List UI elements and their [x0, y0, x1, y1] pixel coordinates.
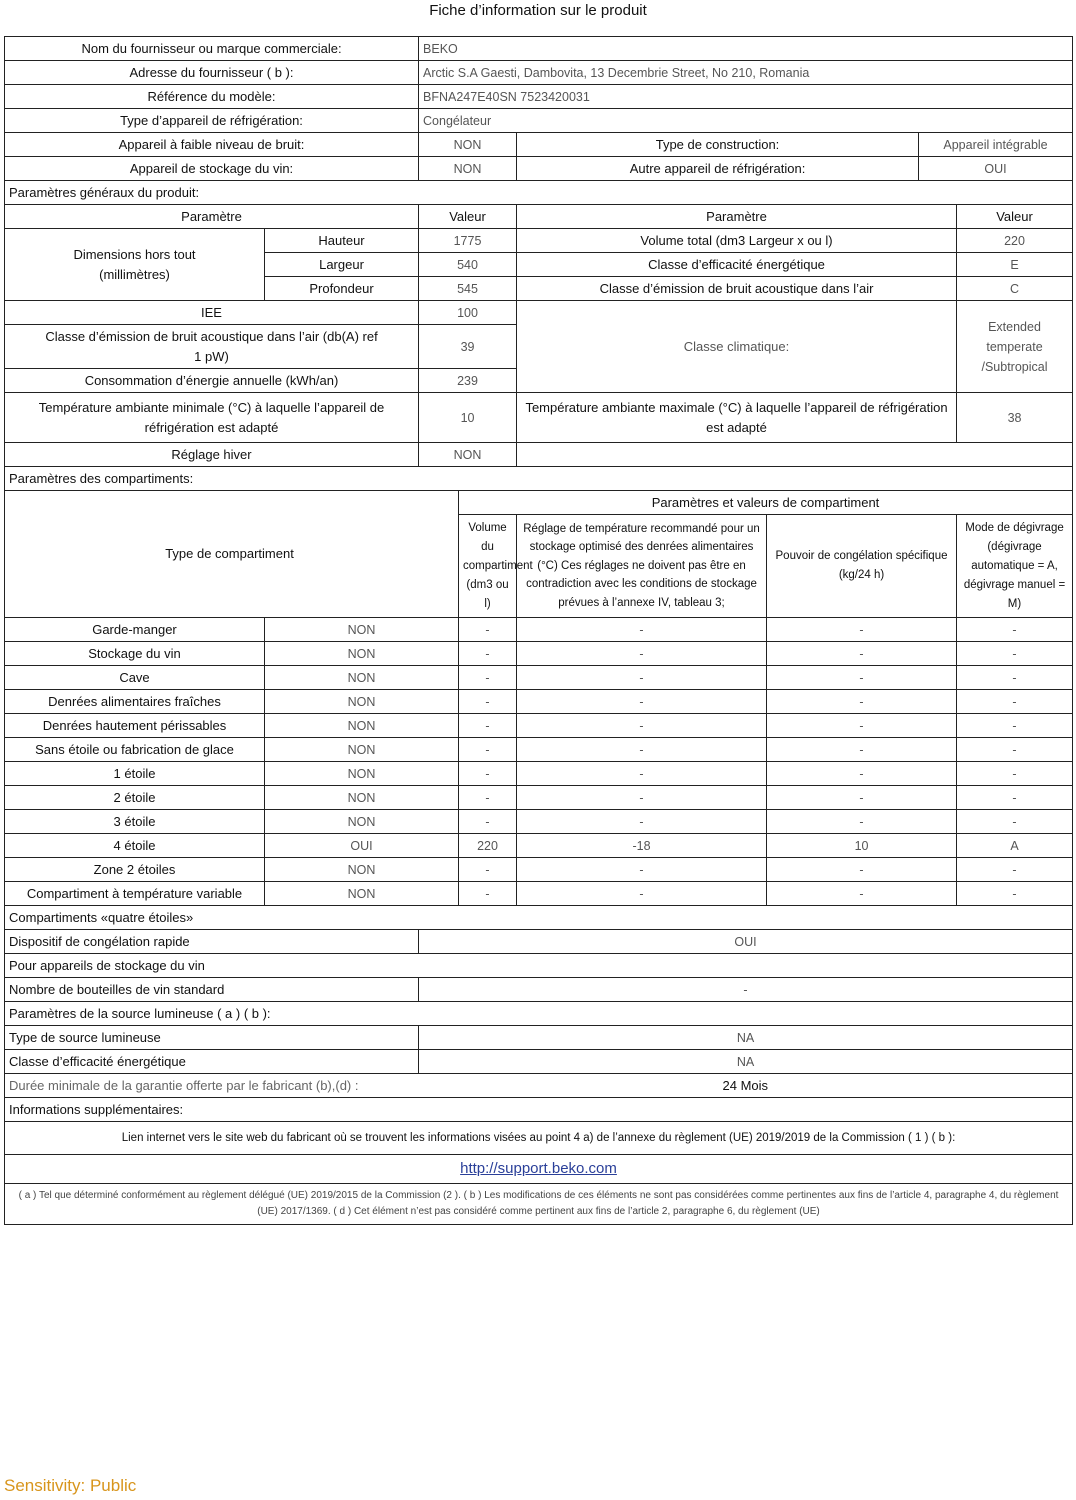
wine-section-row [5, 954, 1073, 978]
compartment-defrost: - [957, 714, 1073, 738]
consumption-label: Consommation d’énergie annuelle (kWh/an) [5, 369, 419, 393]
general-section-row [5, 181, 1073, 205]
climate-class-label: Classe climatique: [517, 301, 957, 393]
tmin-label: Température ambiante minimale (°C) à laquelle l’appareil de réfrigération est adapté [5, 393, 419, 443]
compartment-defrost: - [957, 858, 1073, 882]
compartment-row [5, 762, 1073, 786]
product-info-table [4, 36, 1073, 1225]
compartment-present: NON [265, 882, 459, 906]
compartment-temp: - [517, 786, 767, 810]
light-class-label: Classe d’efficacité énergétique [5, 1050, 419, 1074]
compartment-row [5, 714, 1073, 738]
compartment-name: 2 étoile [5, 786, 265, 810]
height-value: 1775 [419, 229, 517, 253]
height-row [5, 229, 1073, 253]
compartment-temp: - [517, 714, 767, 738]
wine-section-label: Pour appareils de stockage du vin [5, 954, 1073, 978]
bottles-value: - [419, 978, 1073, 1002]
bottles-label: Nombre de bouteilles de vin standard [5, 978, 419, 1002]
compartment-volume: - [459, 858, 517, 882]
temp-col-header: Réglage de température recommandé pour un stockage optimisé des denrées alimentaires (°C) Ces réglages ne doivent pas être en contradiction avec les conditions de stockage prévues à l’annexe IV, tableau 3; [517, 515, 767, 618]
appliance-type-label: Type d’appareil de réfrigération: [5, 109, 419, 133]
general-header-row [5, 205, 1073, 229]
light-type-label: Type de source lumineuse [5, 1026, 419, 1050]
compartment-name: Cave [5, 666, 265, 690]
light-type-row [5, 1026, 1073, 1050]
compartment-freeze: - [767, 618, 957, 642]
compartment-defrost: - [957, 690, 1073, 714]
compartment-name: Denrées alimentaires fraîches [5, 690, 265, 714]
model-label: Référence du modèle: [5, 85, 419, 109]
supplier-name-label: Nom du fournisseur ou marque commerciale: [5, 37, 419, 61]
compartment-freeze: - [767, 810, 957, 834]
param-header-2: Paramètre [517, 205, 957, 229]
compartment-name: Sans étoile ou fabrication de glace [5, 738, 265, 762]
supplier-address-value: Arctic S.A Gaesti, Dambovita, 13 Decembrie Street, No 210, Romania [419, 61, 1073, 85]
compartment-row [5, 690, 1073, 714]
low-noise-value: NON [419, 133, 517, 157]
volume-col-header: Volume du compartiment (dm3 ou l) [459, 515, 517, 618]
compartment-volume: 220 [459, 834, 517, 858]
energy-class-label: Classe d’efficacité énergétique [517, 253, 957, 277]
noise-db-label: Classe d’émission de bruit acoustique dans l’air (db(A) ref 1 pW) [5, 325, 419, 369]
compartment-freeze: - [767, 786, 957, 810]
supplier-address-label: Adresse du fournisseur ( b ): [5, 61, 419, 85]
compartment-row [5, 642, 1073, 666]
link-text-row [5, 1122, 1073, 1155]
fast-freeze-row [5, 930, 1073, 954]
model-value: BFNA247E40SN 7523420031 [419, 85, 1073, 109]
compartment-name: 3 étoile [5, 810, 265, 834]
compartment-temp: - [517, 642, 767, 666]
compartment-present: NON [265, 738, 459, 762]
tmin-value: 10 [419, 393, 517, 443]
compartment-temp: -18 [517, 834, 767, 858]
construction-value: Appareil intégrable [919, 133, 1073, 157]
compartment-temp: - [517, 810, 767, 834]
supplier-address-row [5, 61, 1073, 85]
fast-freeze-label: Dispositif de congélation rapide [5, 930, 419, 954]
tmax-label: Température ambiante maximale (°C) à laquelle l’appareil de réfrigération est adapté [517, 393, 957, 443]
compartment-present: NON [265, 714, 459, 738]
compartment-defrost: - [957, 786, 1073, 810]
compartment-present: NON [265, 810, 459, 834]
compartment-present: NON [265, 786, 459, 810]
iee-value: 100 [419, 301, 517, 325]
depth-value: 545 [419, 277, 517, 301]
appliance-type-value: Congélateur [419, 109, 1073, 133]
energy-class-value: E [957, 253, 1073, 277]
low-noise-label: Appareil à faible niveau de bruit: [5, 133, 419, 157]
compartment-present: NON [265, 858, 459, 882]
light-section-label: Paramètres de la source lumineuse ( a ) ( b ): [5, 1002, 1073, 1026]
compartment-volume: - [459, 642, 517, 666]
compartment-temp: - [517, 882, 767, 906]
general-section-label: Paramètres généraux du produit: [5, 181, 1073, 205]
compartment-name: Denrées hautement périssables [5, 714, 265, 738]
manufacturer-url-link[interactable]: http://support.beko.com [5, 1155, 1073, 1184]
compartments-section-row [5, 467, 1073, 491]
wine-appliance-row [5, 157, 1073, 181]
four-star-section-row [5, 906, 1073, 930]
compartment-temp: - [517, 618, 767, 642]
compartment-volume: - [459, 714, 517, 738]
compartment-freeze: - [767, 666, 957, 690]
compartment-name: Garde-manger [5, 618, 265, 642]
climate-class-value: Extended temperate /Subtropical [957, 301, 1073, 393]
compartment-volume: - [459, 690, 517, 714]
compartment-row [5, 882, 1073, 906]
extra-section-label: Informations supplémentaires: [5, 1098, 1073, 1122]
compartments-section-label: Paramètres des compartiments: [5, 467, 1073, 491]
value-header-2: Valeur [957, 205, 1073, 229]
height-label: Hauteur [265, 229, 419, 253]
compartment-volume: - [459, 882, 517, 906]
compartment-volume: - [459, 810, 517, 834]
wine-appliance-label: Appareil de stockage du vin: [5, 157, 419, 181]
compartment-present: NON [265, 642, 459, 666]
compartment-volume: - [459, 762, 517, 786]
other-appliance-label: Autre appareil de réfrigération: [517, 157, 919, 181]
compartment-volume: - [459, 738, 517, 762]
consumption-value: 239 [419, 369, 517, 393]
light-type-value: NA [419, 1026, 1073, 1050]
warranty-row [5, 1074, 1073, 1098]
compartment-name: 1 étoile [5, 762, 265, 786]
compartment-name: Stockage du vin [5, 642, 265, 666]
temperature-row [5, 393, 1073, 443]
dimensions-label: Dimensions hors tout (millimètres) [5, 229, 265, 301]
compartment-defrost: - [957, 738, 1073, 762]
compartment-freeze: - [767, 882, 957, 906]
tmax-value: 38 [957, 393, 1073, 443]
appliance-type-row [5, 109, 1073, 133]
freeze-col-header: Pouvoir de congélation spécifique (kg/24 h) [767, 515, 957, 618]
param-header: Paramètre [5, 205, 419, 229]
value-header: Valeur [419, 205, 517, 229]
warranty-label: Durée minimale de la garantie offerte par le fabricant (b),(d) : [5, 1074, 419, 1098]
noise-class-value: C [957, 277, 1073, 301]
compartment-present: NON [265, 762, 459, 786]
volume-label: Volume total (dm3 Largeur x ou l) [517, 229, 957, 253]
compartment-present: NON [265, 666, 459, 690]
compartment-type-header: Type de compartiment [5, 491, 459, 618]
compartment-freeze: - [767, 690, 957, 714]
compartment-present: NON [265, 690, 459, 714]
compartment-present: OUI [265, 834, 459, 858]
compartment-defrost: - [957, 810, 1073, 834]
light-class-row [5, 1050, 1073, 1074]
compartment-name: Zone 2 étoiles [5, 858, 265, 882]
iee-row [5, 301, 1073, 325]
noise-db-value: 39 [419, 325, 517, 369]
compartment-present: NON [265, 618, 459, 642]
extra-section-row [5, 1098, 1073, 1122]
compartment-freeze: 10 [767, 834, 957, 858]
compartment-defrost: - [957, 618, 1073, 642]
compartment-defrost: - [957, 666, 1073, 690]
footnotes: ( a ) Tel que déterminé conformément au règlement délégué (UE) 2019/2015 de la Commission (2 ). ( b ) Les modifications de ces éléments ne sont pas considérées comme pertinentes aux fins de l’article 4, paragraphe 4, du règlement (UE) 2017/1369. ( d ) Cet élément n’est pas considéré comme pertinent aux fins de l’article 2, paragraphe 6, du règlement (UE) [5, 1184, 1073, 1225]
link-text: Lien internet vers le site web du fabricant où se trouvent les informations visées au point 4 a) de l’annexe du règlement (UE) 2019/2019 de la Commission ( 1 ) ( b ): [5, 1122, 1073, 1155]
sensitivity-label: Sensitivity: Public [4, 1476, 137, 1495]
compartment-temp: - [517, 762, 767, 786]
winter-blank [517, 443, 1073, 467]
footnotes-row [5, 1184, 1073, 1225]
supplier-name-value: BEKO [419, 37, 1073, 61]
compartments-group-row [5, 491, 1073, 515]
other-appliance-value: OUI [919, 157, 1073, 181]
compartment-row [5, 810, 1073, 834]
compartment-freeze: - [767, 642, 957, 666]
winter-row [5, 443, 1073, 467]
width-value: 540 [419, 253, 517, 277]
light-class-value: NA [419, 1050, 1073, 1074]
compartment-defrost: - [957, 762, 1073, 786]
winter-value: NON [419, 443, 517, 467]
compartment-volume: - [459, 666, 517, 690]
construction-label: Type de construction: [517, 133, 919, 157]
url-row [5, 1155, 1073, 1184]
compartment-row [5, 666, 1073, 690]
compartment-name: 4 étoile [5, 834, 265, 858]
compartment-freeze: - [767, 714, 957, 738]
compartment-row [5, 858, 1073, 882]
fast-freeze-value: OUI [419, 930, 1073, 954]
compartment-temp: - [517, 690, 767, 714]
light-section-row [5, 1002, 1073, 1026]
width-label: Largeur [265, 253, 419, 277]
depth-label: Profondeur [265, 277, 419, 301]
compartment-freeze: - [767, 762, 957, 786]
compartment-freeze: - [767, 858, 957, 882]
low-noise-row [5, 133, 1073, 157]
compartment-volume: - [459, 786, 517, 810]
compartment-row [5, 834, 1073, 858]
compartment-group-header: Paramètres et valeurs de compartiment [459, 491, 1073, 515]
compartment-name: Compartiment à température variable [5, 882, 265, 906]
compartment-freeze: - [767, 738, 957, 762]
compartment-temp: - [517, 858, 767, 882]
model-row [5, 85, 1073, 109]
compartment-volume: - [459, 618, 517, 642]
compartment-row [5, 618, 1073, 642]
winter-label: Réglage hiver [5, 443, 419, 467]
compartment-defrost: A [957, 834, 1073, 858]
compartment-row [5, 738, 1073, 762]
four-star-section-label: Compartiments «quatre étoiles» [5, 906, 1073, 930]
supplier-name-row [5, 37, 1073, 61]
compartment-defrost: - [957, 882, 1073, 906]
defrost-col-header: Mode de dégivrage (dégivrage automatique = A, dégivrage manuel = M) [957, 515, 1073, 618]
compartment-temp: - [517, 666, 767, 690]
iee-label: IEE [5, 301, 419, 325]
compartment-defrost: - [957, 642, 1073, 666]
bottles-row [5, 978, 1073, 1002]
noise-class-label: Classe d’émission de bruit acoustique dans l’air [517, 277, 957, 301]
compartment-row [5, 786, 1073, 810]
page-title: Fiche d’information sur le produit [429, 2, 647, 19]
wine-appliance-value: NON [419, 157, 517, 181]
compartment-temp: - [517, 738, 767, 762]
volume-value: 220 [957, 229, 1073, 253]
warranty-value: 24 Mois [419, 1074, 1073, 1098]
